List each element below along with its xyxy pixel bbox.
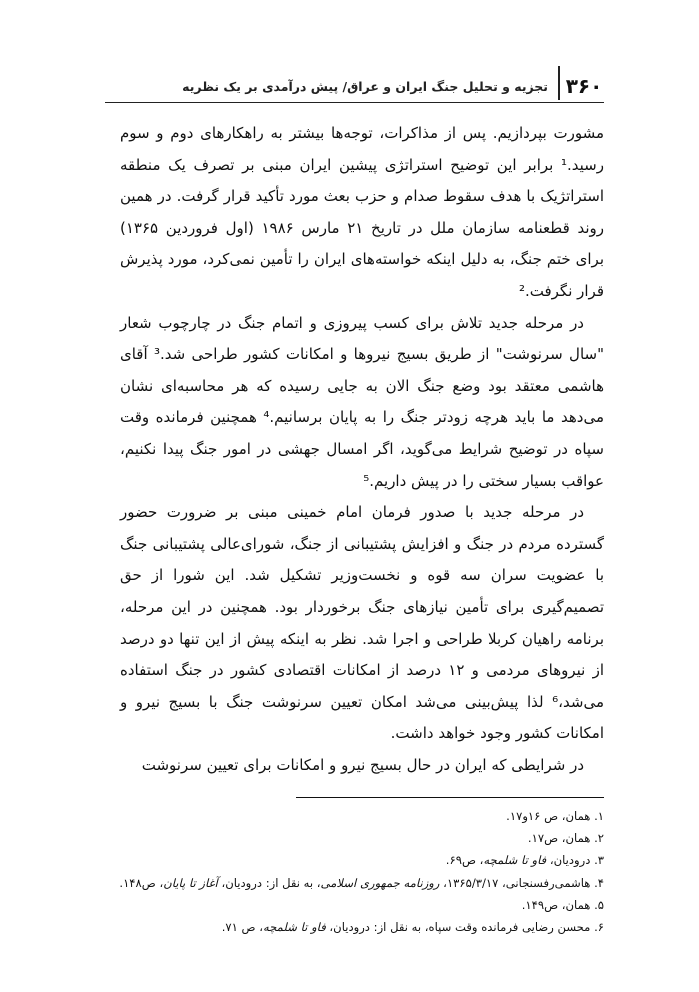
footnote-text: ، ص۶۹. — [445, 853, 484, 868]
footnote-source-title: فاو تا شلمچه — [483, 853, 547, 868]
footnote-source-title: فاو تا شلمچه — [262, 920, 326, 935]
footnote-6 — [80, 916, 604, 938]
footnote-5: ۵. همان، ص۱۴۹. — [521, 897, 604, 912]
page-number: ۳۶۰ — [565, 74, 603, 98]
paragraph: در مرحله جدید تلاش برای کسب پیروزی و اتمام جنگ در چارچوب شعار "سال سرنوشت" از طریق بسیج نیروها و امکانات کشور طراحی شد.³ آقای هاشمی معتقد بود وضع جنگ الان به جایی رسیده که هر محاسبه‌ای نشان می‌دهد ما باید هرچه زودتر جنگ را به پایان برسانیم.⁴ همچنین فرمانده وقت سپاه در توضیح شرایط می‌گوید، اگر امسال جهشی در امور جنگ پیدا نکنیم، عواقب بسیار سختی را در پیش داریم.⁵ — [120, 313, 604, 490]
footnote-3 — [80, 849, 604, 871]
footnote-text: ۴. هاشمی‌رفسنجانی، ۱۳۶۵/۳/۱۷، — [439, 875, 604, 890]
footnote-text: ، ص ۷۱. — [221, 920, 263, 935]
footnote-4 — [80, 872, 604, 894]
running-header — [105, 62, 604, 103]
footnote-text: ۳. درودیان، — [546, 853, 604, 868]
paragraph: در مرحله جدید با صدور فرمان امام خمینی مبنی بر ضرورت حضور گسترده مردم در جنگ و افزایش پشتیبانی از جنگ، شورای‌عالی پشتیبانی جنگ با عضویت سران سه قوه و نخست‌وزیر تشکیل شد. این شورا از حق تصمیم‌گیری برای تأمین نیازهای جنگ برخوردار بود. همچنین در این مرحله، برنامه راهیان کربلا طراحی و اجرا شد. نظر به اینکه پیش از این تنها دو درصد از نیروهای مردمی و ۱۲ درصد از امکانات اقتصادی کشور در جنگ استفاده می‌شد،⁶ لذا پیش‌بینی می‌شد امکان تعیین سرنوشت جنگ با بسیج نیرو و امکانات کشور وجود خواهد داشت. — [120, 503, 604, 743]
footnote-text: ۶. محسن رضایی فرمانده وقت سپاه، به نقل از: درودیان، — [325, 920, 604, 935]
footnote-text: ، ص۱۴۸. — [119, 875, 164, 890]
footnote-1: ۱. همان، ص ۱۶و۱۷. — [506, 809, 604, 823]
paragraph: در شرایطی که ایران در حال بسیج نیرو و امکانات برای تعیین سرنوشت — [141, 755, 584, 774]
footnote-separator — [296, 797, 604, 798]
header-divider — [558, 66, 561, 100]
footnotes — [80, 805, 604, 938]
footnote-source-title: آغاز تا پایان — [163, 875, 218, 890]
running-title: تجزیه و تحلیل جنگ ایران و عراق/ پیش درآمدی بر یک نظریه — [182, 79, 548, 94]
body-text — [120, 118, 604, 781]
footnote-2: ۲. همان، ص۱۷. — [527, 831, 604, 846]
paragraph: مشورت بپردازیم. پس از مذاکرات، توجه‌ها بیشتر به راهکارهای دوم و سوم رسید.¹ برابر این توضیح استراتژی پیشین ایران مبنی بر تصرف یک منطقه استراتژیک با هدف سقوط صدام و حزب بعث مورد تأکید قرار گرفت. در همین روند قطعنامه سازمان ملل در تاریخ ۲۱ مارس ۱۹۸۶ (اول فروردین ۱۳۶۵) برای ختم جنگ، به دلیل اینکه خواسته‌های ایران را تأمین نمی‌کرد، مورد پذیرش قرار نگرفت.² — [120, 124, 604, 300]
footnote-text: ، به نقل از: درودیان، — [217, 875, 321, 890]
footnote-source-title: روزنامه جمهوری اسلامی — [320, 875, 440, 890]
